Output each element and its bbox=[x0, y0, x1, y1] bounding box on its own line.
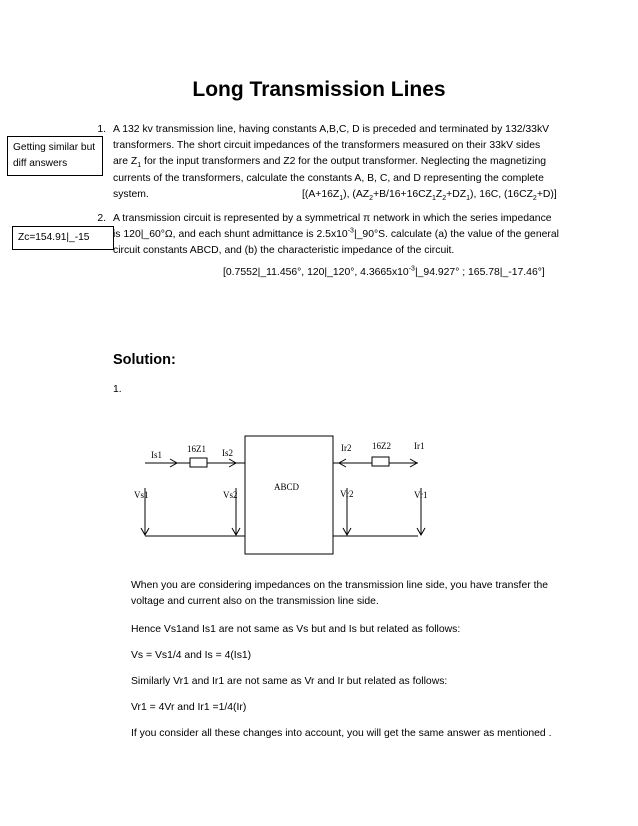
question-1-text bbox=[113, 122, 565, 203]
question-2-line: A transmission circuit is represented by a symmetrical π network in which the series impedance bbox=[113, 213, 552, 224]
solution-item-number: 1. bbox=[113, 384, 122, 395]
explanation-paragraph: Similarly Vr1 and Ir1 are not same as Vr and Ir but related as follows: bbox=[131, 676, 448, 687]
explanation-paragraph: Hence Vs1and Is1 are not same as Vs but and Is but related as follows: bbox=[131, 624, 461, 635]
explanation-paragraph: When you are considering impedances on the transmission line side, you have transfer the voltage and current also on the transmission line side. bbox=[131, 580, 549, 608]
question-2-line: circuit constants ABCD, and (b) the characteristic impedance of the circuit. bbox=[113, 245, 455, 257]
side-note-zc: Zc=154.91|_-15 bbox=[12, 226, 114, 250]
label-16z1: 16Z1 bbox=[187, 444, 206, 454]
label-is2: Is2 bbox=[222, 448, 233, 458]
question-2-line: is 120|_60°Ω, and each shunt admittance is $2.5x10^{-3}|\_90^\circ S$. calculate (a) the value of the general bbox=[113, 227, 559, 241]
label-ir2: Ir2 bbox=[341, 443, 352, 453]
question-1-line: A 132 kv transmission line, having constants A,B,C, D is preceded and terminated by 132/33kV bbox=[113, 124, 550, 135]
question-1-system-word: system. bbox=[113, 188, 149, 200]
label-vs2: Vs2 bbox=[223, 490, 238, 500]
question-2-number: 2. bbox=[97, 213, 106, 224]
label-is1: Is1 bbox=[151, 450, 162, 460]
question-1-line: currents of the transformers, calculate the constants A, B, C, and D representing the complete bbox=[113, 172, 544, 184]
label-abcd: ABCD bbox=[274, 482, 300, 492]
explanation-formula: Vs = Vs1/4 and Is = 4(Is1) bbox=[131, 650, 252, 661]
page-title: Long Transmission Lines bbox=[192, 78, 446, 101]
abcd-box bbox=[245, 436, 333, 554]
question-2-answer: [0.7552|_11.456°, 120|_120°, $4.3665x10^{-3}|\_94.927^\circ$ ; 165.78|_-17.46°] bbox=[223, 265, 545, 278]
question-1-answer: [$(A+16Z_1)$, $(AZ_2+B/16+16CZ_1Z_2+DZ_1)$, 16C, $(16CZ_2+D)$] bbox=[302, 188, 557, 202]
impedance-16z2 bbox=[372, 457, 389, 466]
question-2-text bbox=[113, 211, 565, 260]
label-16z2: 16Z2 bbox=[372, 441, 391, 451]
circuit-diagram bbox=[126, 430, 446, 560]
label-vs1: Vs1 bbox=[134, 490, 149, 500]
label-ir1: Ir1 bbox=[414, 441, 425, 451]
impedance-16z1 bbox=[190, 458, 207, 467]
label-vr2: Vr2 bbox=[340, 489, 354, 499]
explanation-formula: Vr1 = 4Vr and Ir1 =1/4(Ir) bbox=[131, 702, 247, 713]
label-vr1: Vr1 bbox=[414, 490, 428, 500]
explanation-paragraph: If you consider all these changes into account, you will get the same answer as mentioned . bbox=[131, 728, 552, 739]
question-1-line: are $Z_1$ for the input transformers and Z2 for the output transformer. Neglecting the magnetizing bbox=[113, 156, 547, 170]
side-note-similar-answers: Getting similar but diff answers bbox=[7, 136, 103, 176]
question-1-last-line bbox=[113, 187, 565, 203]
solution-heading: Solution: bbox=[113, 352, 176, 368]
question-1-number: 1. bbox=[97, 124, 106, 135]
question-1-line: transformers. The short circuit impedances of the transformers measured on their 33kV sides bbox=[113, 140, 541, 152]
